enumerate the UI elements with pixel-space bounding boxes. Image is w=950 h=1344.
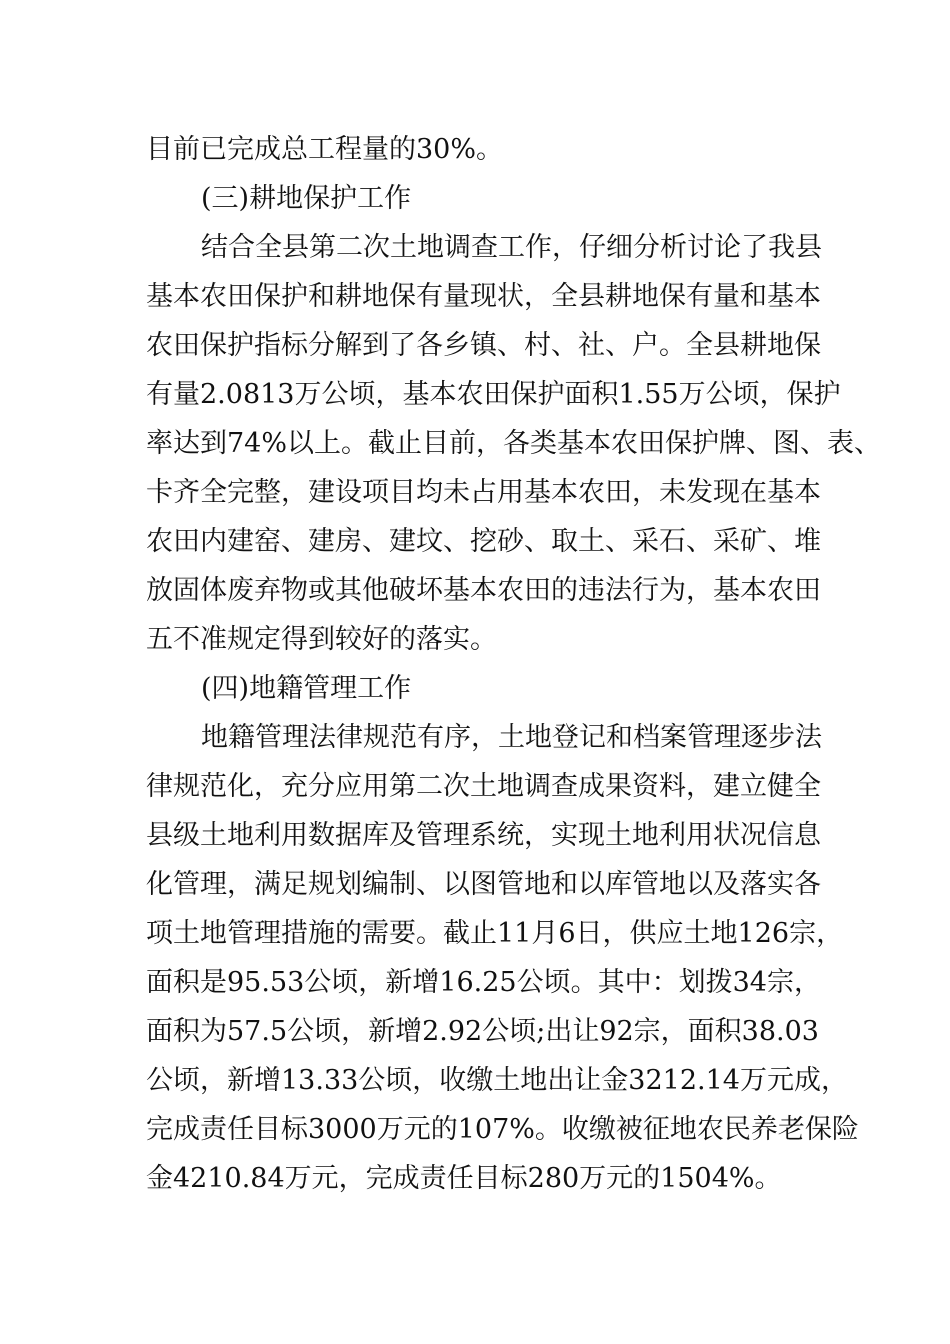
text-line: 面积是95.53公顷，新增16.25公顷。其中：划拨34宗，: [146, 967, 821, 998]
text-line: 农田内建窑、建房、建坟、挖砂、取土、采石、采矿、堆: [146, 526, 821, 557]
text-line: 率达到74%以上。截止目前，各类基本农田保护牌、图、表、: [146, 428, 882, 459]
text-line: 五不准规定得到较好的落实。: [146, 624, 497, 655]
text-line: 卡齐全完整，建设项目均未占用基本农田，未发现在基本: [146, 477, 821, 508]
text-line: 目前已完成总工程量的30%。: [146, 134, 504, 165]
section-heading-cadastral-management: (四)地籍管理工作: [201, 673, 412, 704]
text-line: 公顷，新增13.33公顷，收缴土地出让金3212.14万元成，: [146, 1065, 848, 1096]
text-line: 县级土地利用数据库及管理系统，实现土地利用状况信息: [146, 820, 821, 851]
text-line: 化管理，满足规划编制、以图管地和以库管地以及落实各: [146, 869, 821, 900]
text-line: 有量2.0813万公顷，基本农田保护面积1.55万公顷，保护: [146, 379, 841, 410]
text-line: 基本农田保护和耕地保有量现状，全县耕地保有量和基本: [146, 281, 821, 312]
text-line: 面积为57.5公顷，新增2.92公顷;出让92宗，面积38.03: [146, 1016, 819, 1047]
text-line: 金4210.84万元，完成责任目标280万元的1504%。: [146, 1163, 782, 1194]
section-heading-farmland-protection: (三)耕地保护工作: [201, 183, 412, 214]
text-line: 项土地管理措施的需要。截止11月6日，供应土地126宗，: [146, 918, 844, 949]
text-line: 农田保护指标分解到了各乡镇、村、社、户。全县耕地保: [146, 330, 821, 361]
paragraph-first-line: 地籍管理法律规范有序，土地登记和档案管理逐步法: [201, 722, 822, 753]
text-line: 放固体废弃物或其他破坏基本农田的违法行为，基本农田: [146, 575, 821, 606]
text-line: 律规范化，充分应用第二次土地调查成果资料，建立健全: [146, 771, 821, 802]
paragraph-first-line: 结合全县第二次土地调查工作，仔细分析讨论了我县: [201, 232, 822, 263]
text-line: 完成责任目标3000万元的107%。收缴被征地农民养老保险: [146, 1114, 859, 1145]
